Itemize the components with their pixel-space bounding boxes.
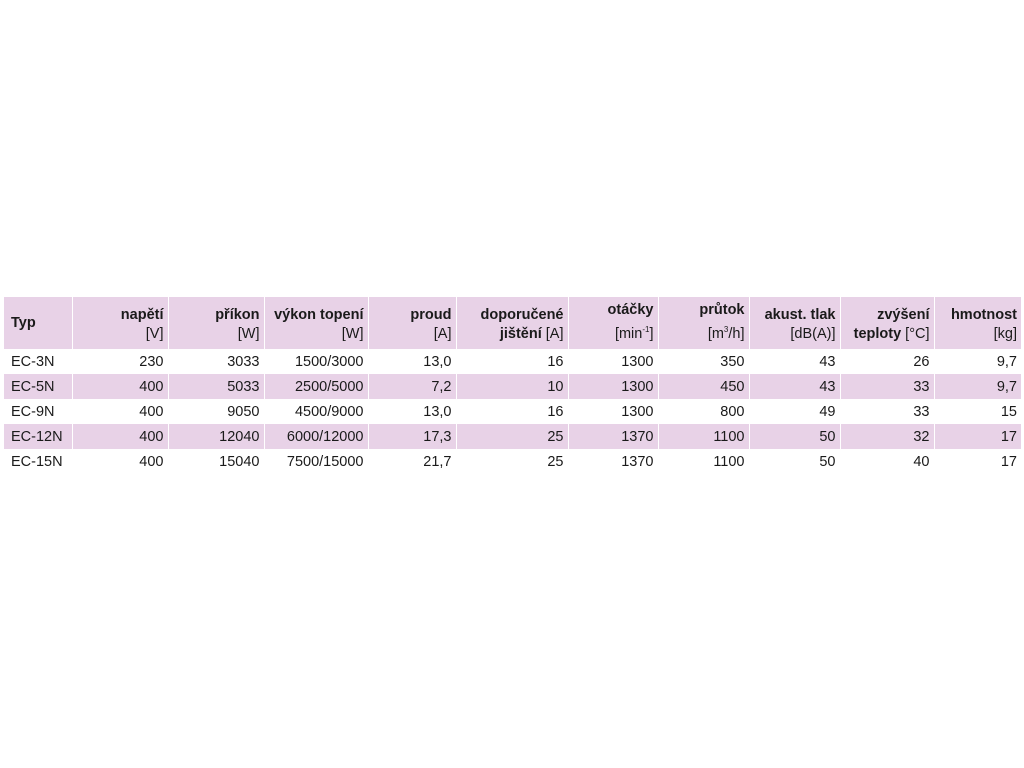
col-header-hmotnost: hmotnost [kg] (934, 297, 1021, 349)
col-header-teplota: zvýšení teploty [°C] (840, 297, 934, 349)
cell-napeti: 400 (72, 374, 168, 399)
cell-proud: 7,2 (368, 374, 456, 399)
col-header-prutok: průtok $[m^3/h]$ (658, 297, 749, 349)
cell-tlak: 43 (749, 349, 840, 374)
cell-napeti: 400 (72, 399, 168, 424)
cell-vykon: 1500/3000 (264, 349, 368, 374)
cell-prutok: 450 (658, 374, 749, 399)
cell-prikon: 15040 (168, 449, 264, 474)
cell-jisteni: 16 (456, 399, 568, 424)
table-row (4, 374, 1021, 399)
cell-tlak: 50 (749, 424, 840, 449)
cell-teplota: 40 (840, 449, 934, 474)
cell-typ: EC-9N (11, 403, 55, 420)
cell-jisteni: 25 (456, 449, 568, 474)
cell-prikon: 9050 (168, 399, 264, 424)
cell-vykon: 6000/12000 (264, 424, 368, 449)
col-header-napeti: napětí [V] (72, 297, 168, 349)
cell-hmotnost: 17 (934, 424, 1021, 449)
cell-teplota: 32 (840, 424, 934, 449)
cell-tlak: 49 (749, 399, 840, 424)
cell-otacky: 1300 (568, 349, 658, 374)
col-header-typ: Typ (11, 314, 36, 331)
cell-otacky: 1370 (568, 424, 658, 449)
table-row (4, 399, 1021, 424)
cell-prutok: 1100 (658, 449, 749, 474)
spec-table (4, 297, 1021, 474)
cell-prikon: 5033 (168, 374, 264, 399)
cell-prutok: 1100 (658, 424, 749, 449)
cell-proud: 21,7 (368, 449, 456, 474)
col-header-proud: proud [A] (368, 297, 456, 349)
cell-proud: 13,0 (368, 349, 456, 374)
cell-teplota: 33 (840, 374, 934, 399)
cell-hmotnost: 9,7 (934, 349, 1021, 374)
cell-tlak: 43 (749, 374, 840, 399)
table-row (4, 424, 1021, 449)
cell-napeti: 230 (72, 349, 168, 374)
col-header-prikon: příkon [W] (168, 297, 264, 349)
cell-jisteni: 16 (456, 349, 568, 374)
cell-vykon: 7500/15000 (264, 449, 368, 474)
cell-hmotnost: 17 (934, 449, 1021, 474)
cell-proud: 13,0 (368, 399, 456, 424)
cell-vykon: 2500/5000 (264, 374, 368, 399)
cell-teplota: 33 (840, 399, 934, 424)
cell-prutok: 350 (658, 349, 749, 374)
cell-hmotnost: 9,7 (934, 374, 1021, 399)
cell-vykon: 4500/9000 (264, 399, 368, 424)
col-header-vykon: výkon topení [W] (264, 297, 368, 349)
cell-typ: EC-12N (11, 428, 63, 445)
cell-jisteni: 25 (456, 424, 568, 449)
table-row (4, 449, 1021, 474)
spec-table-container (4, 297, 1021, 474)
table-header-row (4, 297, 1021, 349)
cell-proud: 17,3 (368, 424, 456, 449)
col-header-tlak: akust. tlak [dB(A)] (749, 297, 840, 349)
cell-typ: EC-15N (11, 453, 63, 470)
cell-otacky: 1370 (568, 449, 658, 474)
cell-napeti: 400 (72, 424, 168, 449)
cell-typ: EC-3N (11, 353, 55, 370)
col-header-jisteni: doporučené jištění [A] (456, 297, 568, 349)
table-row (4, 349, 1021, 374)
cell-tlak: 50 (749, 449, 840, 474)
cell-prutok: 800 (658, 399, 749, 424)
cell-prikon: 12040 (168, 424, 264, 449)
cell-prikon: 3033 (168, 349, 264, 374)
cell-napeti: 400 (72, 449, 168, 474)
cell-otacky: 1300 (568, 374, 658, 399)
cell-typ: EC-5N (11, 378, 55, 395)
cell-otacky: 1300 (568, 399, 658, 424)
cell-teplota: 26 (840, 349, 934, 374)
col-header-otacky: otáčky $[\min^{-1}]$ (568, 297, 658, 349)
cell-jisteni: 10 (456, 374, 568, 399)
cell-hmotnost: 15 (934, 399, 1021, 424)
